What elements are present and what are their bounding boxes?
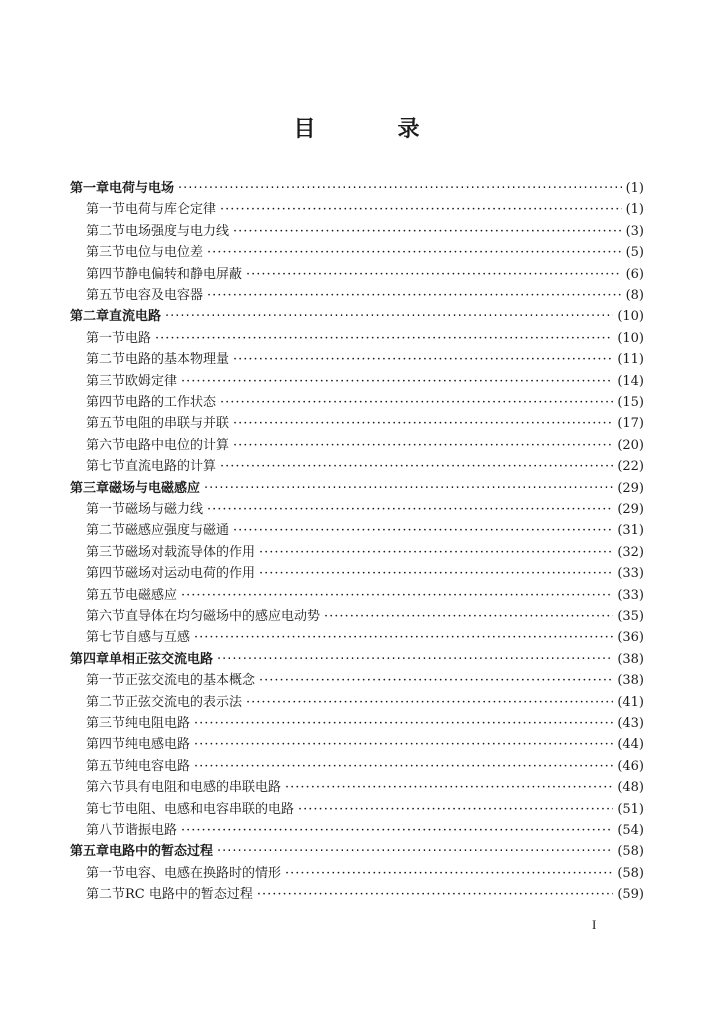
section-number: 第五节 [86, 587, 126, 603]
page-ref: (59) [617, 887, 644, 903]
section-title: 直导体在均匀磁场中的感应电动势 [125, 609, 321, 624]
chapter-number: 第一章 [70, 181, 110, 196]
toc-chapter-row [70, 178, 644, 200]
section-title: 纯电阻电路 [125, 716, 191, 731]
dot-leader [207, 499, 613, 521]
section-title: 电路 [125, 330, 152, 346]
page-ref: (29) [617, 502, 644, 517]
section-number: 第五节 [86, 416, 126, 432]
dot-leader [181, 585, 613, 607]
section-title: 正弦交流电的表示法 [125, 694, 243, 710]
dot-leader [257, 884, 613, 906]
toc-section-row [86, 520, 644, 542]
chapter-number: 第三章 [70, 480, 110, 496]
page-ref: (15) [617, 395, 644, 410]
toc-chapter-row [70, 841, 644, 863]
dot-leader [204, 478, 613, 500]
section-number: 第一节 [86, 202, 126, 218]
section-title: 电路中电位的计算 [125, 437, 230, 453]
chapter-number: 第二章 [70, 309, 110, 325]
section-title: 电容及电容器 [125, 288, 204, 303]
dot-leader [194, 713, 613, 735]
section-title: 电磁感应 [125, 587, 178, 603]
page-ref: (31) [617, 523, 644, 539]
dot-leader [155, 328, 613, 350]
chapter-title: 直流电路 [109, 309, 162, 325]
chapter-title: 磁场与电磁感应 [109, 480, 201, 496]
dot-leader [217, 649, 613, 671]
section-title: 谐振电路 [125, 823, 178, 838]
dot-leader [217, 841, 613, 863]
toc-section-row [86, 435, 644, 457]
toc-section-row [86, 199, 644, 221]
dot-leader [259, 563, 613, 585]
toc-chapter-row [70, 649, 644, 671]
page-ref: (5) [625, 245, 644, 261]
dot-leader [181, 371, 613, 393]
section-number: 第七节 [86, 459, 126, 475]
section-title: 电路的基本物理量 [125, 352, 230, 368]
toc-chapter-row [70, 306, 644, 328]
page-ref: (51) [617, 801, 644, 817]
section-number: 第六节 [86, 780, 126, 796]
dot-leader [233, 349, 613, 371]
section-title: 欧姆定律 [125, 373, 178, 389]
chapter-number: 第四章 [70, 651, 110, 667]
section-number: 第四节 [86, 566, 126, 582]
toc-section-row [86, 627, 644, 649]
section-number: 第二节 [86, 352, 126, 368]
dot-leader [259, 670, 613, 692]
section-title: 磁场对运动电荷的作用 [125, 566, 256, 582]
dot-leader [298, 799, 613, 821]
toc-section-row [86, 670, 644, 692]
toc-section-row [86, 692, 644, 714]
page-ref: (11) [617, 352, 644, 368]
dot-leader [246, 264, 622, 286]
page-ref: (32) [617, 544, 644, 560]
toc-section-row [86, 820, 644, 842]
section-number: 第五节 [86, 758, 126, 774]
page-ref: (44) [617, 737, 644, 753]
section-title: 电荷与库仑定律 [125, 202, 217, 218]
section-number: 第一节 [86, 330, 126, 346]
section-number: 第七节 [86, 801, 126, 817]
section-title: 纯电感电路 [125, 737, 191, 753]
page-ref: (33) [617, 566, 644, 582]
chapter-title: 电路中的暂态过程 [109, 844, 214, 860]
section-number: 第三节 [86, 716, 126, 731]
section-number: 第一节 [86, 502, 126, 517]
section-number: 第四节 [86, 395, 126, 410]
dot-leader [285, 863, 613, 885]
toc-section-row [86, 285, 644, 307]
page-ref: (38) [617, 651, 644, 667]
dot-leader [220, 392, 613, 414]
section-title: 直流电路的计算 [125, 459, 217, 475]
section-title: 电位与电位差 [125, 245, 204, 261]
section-title: 纯电容电路 [125, 758, 191, 774]
section-title: 电路的工作状态 [125, 395, 217, 410]
section-title: 电容、电感在换路时的情形 [125, 865, 282, 881]
toc-section-row [86, 863, 644, 885]
section-title: 静电偏转和静电屏蔽 [125, 266, 243, 282]
section-title: 磁感应强度与磁通 [125, 523, 230, 539]
page-ref: (6) [625, 266, 644, 282]
page-title: 目 录 [293, 117, 450, 142]
toc-section-row [86, 542, 644, 564]
section-number: 第六节 [86, 609, 126, 624]
page-ref: (58) [617, 865, 644, 881]
toc-section-row [86, 456, 644, 478]
chapter-number: 第五章 [70, 844, 110, 860]
page-ref: (1) [625, 181, 644, 196]
chapter-title: 单相正弦交流电路 [109, 651, 214, 667]
page-ref: (14) [617, 373, 644, 389]
toc-section-row [86, 713, 644, 735]
toc-section-row [86, 777, 644, 799]
section-title: 电场强度与电力线 [125, 223, 230, 239]
section-title: 电阻的串联与并联 [125, 416, 230, 432]
page-ref: (10) [617, 309, 644, 325]
section-title: 磁场与磁力线 [125, 502, 204, 517]
section-number: 第一节 [86, 673, 126, 689]
dot-leader [220, 199, 622, 221]
chapter-title: 电荷与电场 [109, 181, 175, 196]
section-number: 第三节 [86, 373, 126, 389]
toc-section-row [86, 585, 644, 607]
page-ref: (46) [617, 758, 644, 774]
dot-leader [207, 242, 622, 264]
toc-section-row [86, 392, 644, 414]
section-title: 电阻、电感和电容串联的电路 [125, 801, 295, 817]
toc-section-row [86, 264, 644, 286]
page-ref: (1) [625, 202, 644, 218]
toc-section-row [86, 799, 644, 821]
section-number: 第五节 [86, 288, 126, 303]
dot-leader [181, 820, 613, 842]
page-ref: (58) [617, 844, 644, 860]
page-ref: (41) [617, 694, 644, 710]
toc-section-row [86, 606, 644, 628]
section-number: 第四节 [86, 266, 126, 282]
page-ref: (22) [617, 459, 644, 475]
section-title: 磁场对载流导体的作用 [125, 544, 256, 560]
section-number: 第三节 [86, 544, 126, 560]
page-ref: (8) [625, 288, 644, 303]
toc-section-row [86, 242, 644, 264]
section-title: RC 电路中的暂态过程 [125, 887, 253, 903]
page-ref: (33) [617, 587, 644, 603]
page-ref: (36) [617, 630, 644, 646]
page-ref: (29) [617, 480, 644, 496]
section-number: 第二节 [86, 887, 126, 903]
page-ref: (20) [617, 437, 644, 453]
section-number: 第一节 [86, 865, 126, 881]
section-number: 第二节 [86, 223, 126, 239]
dot-leader [233, 413, 613, 435]
section-number: 第七节 [86, 630, 126, 646]
page-ref: (38) [617, 673, 644, 689]
section-title: 具有电阻和电感的串联电路 [125, 780, 282, 796]
toc-section-row [86, 349, 644, 371]
toc-chapter-row [70, 478, 644, 500]
dot-leader [324, 606, 613, 628]
dot-leader [207, 285, 622, 307]
dot-leader [285, 777, 613, 799]
page-ref: (48) [617, 780, 644, 796]
dot-leader [220, 456, 613, 478]
section-number: 第四节 [86, 737, 126, 753]
page-ref: (43) [617, 716, 644, 731]
dot-leader [233, 435, 613, 457]
dot-leader [194, 734, 613, 756]
page-ref: (35) [617, 609, 644, 624]
section-title: 自感与互感 [125, 630, 191, 646]
dot-leader [165, 306, 613, 328]
page-ref: (3) [625, 223, 644, 239]
toc-section-row [86, 563, 644, 585]
toc-section-row [86, 756, 644, 778]
dot-leader [259, 542, 613, 564]
page-number: I [592, 917, 597, 932]
toc-section-row [86, 734, 644, 756]
toc-section-row [86, 499, 644, 521]
page-ref: (17) [617, 416, 644, 432]
page-ref: (10) [617, 330, 644, 346]
section-title: 正弦交流电的基本概念 [125, 673, 256, 689]
toc-section-row [86, 371, 644, 393]
section-number: 第三节 [86, 245, 126, 261]
dot-leader [194, 627, 613, 649]
section-number: 第六节 [86, 437, 126, 453]
section-number: 第二节 [86, 694, 126, 710]
toc-section-row [86, 221, 644, 243]
toc-section-row [86, 328, 644, 350]
section-number: 第二节 [86, 523, 126, 539]
dot-leader [178, 178, 622, 200]
toc-section-row [86, 413, 644, 435]
dot-leader [246, 692, 613, 714]
dot-leader [194, 756, 613, 778]
page-ref: (54) [617, 823, 644, 838]
toc-section-row [86, 884, 644, 906]
dot-leader [233, 221, 622, 243]
dot-leader [233, 520, 613, 542]
section-number: 第八节 [86, 823, 126, 838]
